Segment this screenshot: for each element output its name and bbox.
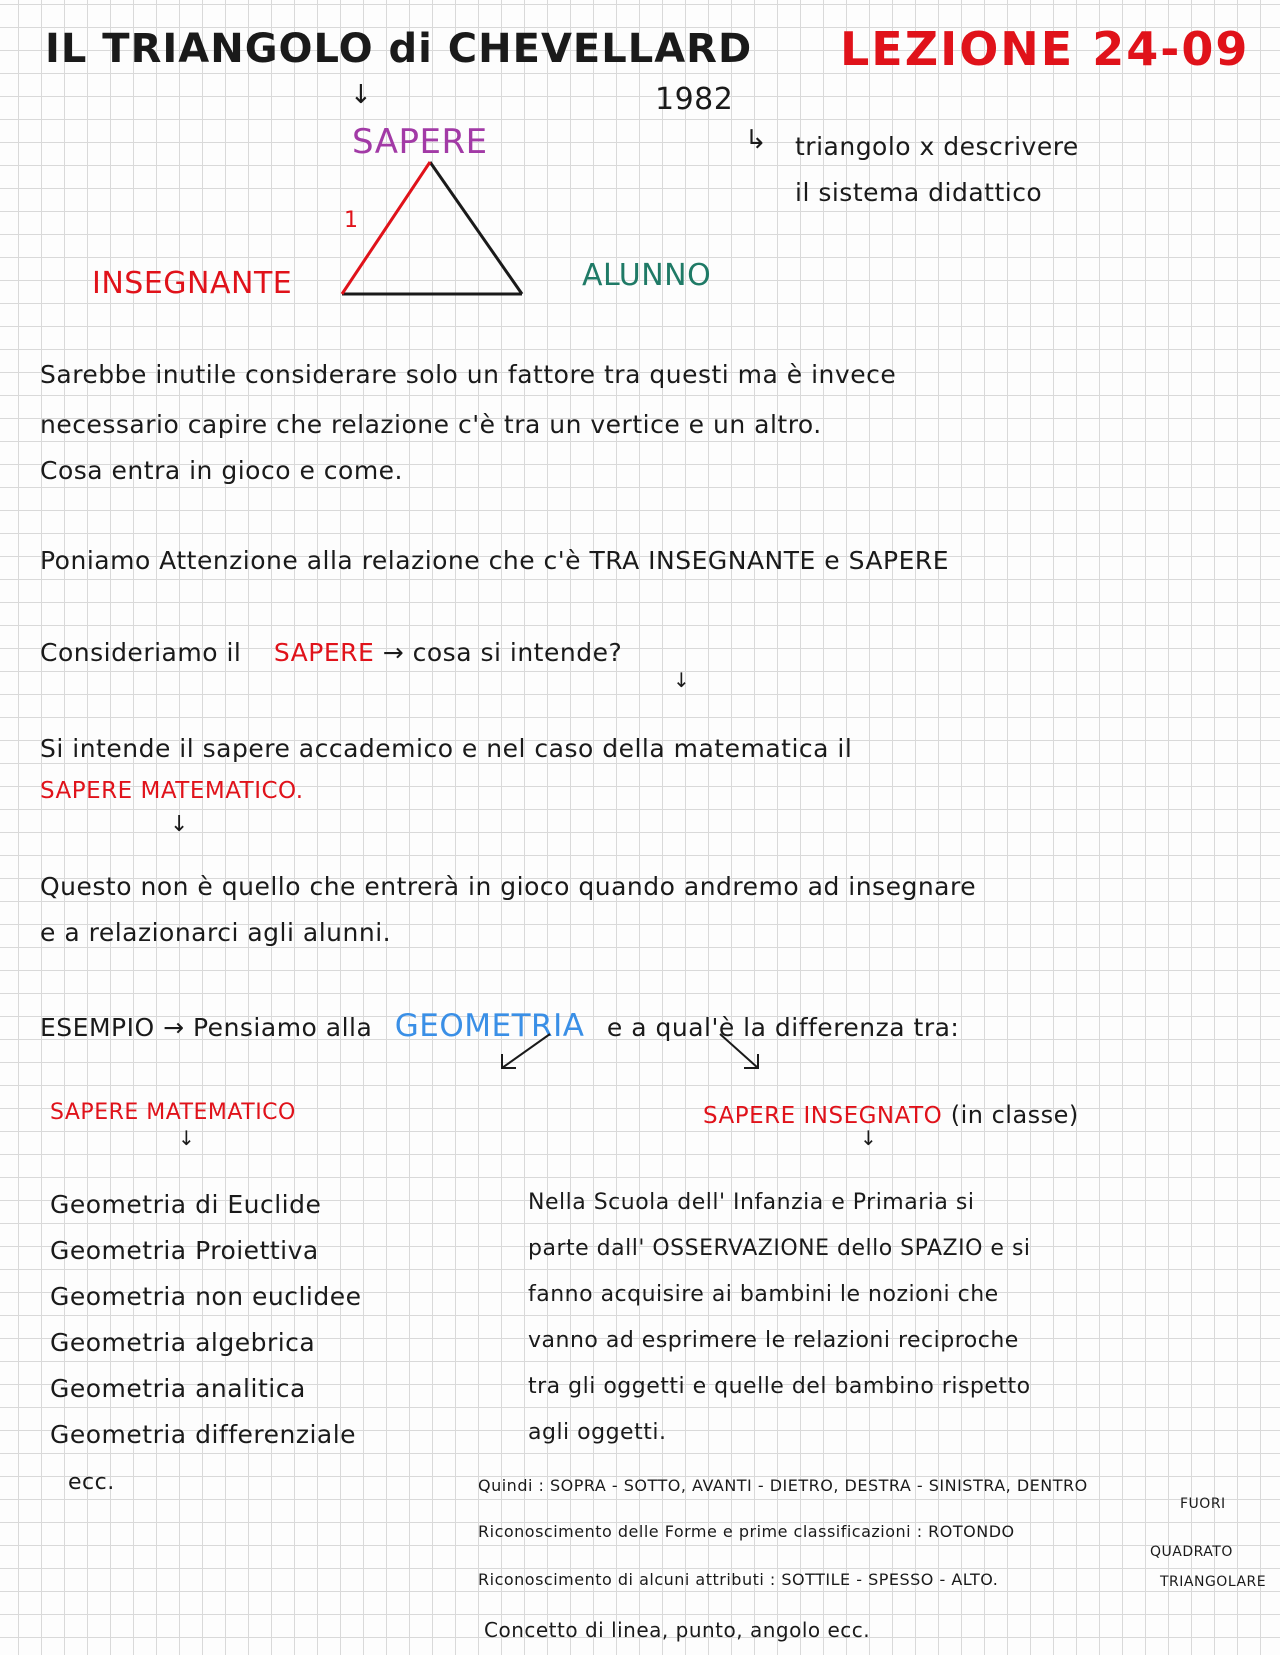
bottom-quadrato: QUADRATO	[1150, 1544, 1233, 1560]
bottom-forme: Riconoscimento delle Forme e prime classificazioni : ROTONDO	[478, 1522, 1015, 1541]
left-item: Geometria differenziale	[50, 1420, 357, 1449]
bottom-concetto: Concetto di linea, punto, angolo ecc.	[484, 1618, 871, 1642]
edge-mark: 1	[344, 208, 359, 233]
vertex-sapere: SAPERE	[352, 122, 488, 162]
right-column-heading: SAPERE INSEGNATO	[703, 1103, 943, 1129]
paragraph-5-line-2: e a relazionarci agli alunni.	[40, 918, 392, 947]
paragraph-3	[40, 638, 622, 667]
edge-sapere-alunno	[430, 162, 522, 294]
year-note-line1: triangolo x descrivere	[795, 132, 1079, 161]
paragraph-2: Poniamo Attenzione alla relazione che c'è TRA INSEGNANTE e SAPERE	[40, 546, 950, 575]
right-line: fanno acquisire ai bambini le nozioni che	[528, 1282, 999, 1307]
example-prefix: ESEMPIO → Pensiamo alla	[40, 1013, 373, 1042]
curved-arrow-icon: ↳	[745, 125, 767, 155]
down-arrow-icon: ↓	[673, 668, 690, 692]
left-column-heading: SAPERE MATEMATICO	[50, 1100, 296, 1125]
paragraph-3-after: → cosa si intende?	[382, 638, 623, 667]
down-arrow-icon: ↓	[350, 80, 372, 110]
left-item: Geometria analitica	[50, 1374, 306, 1403]
paragraph-1-line-1: Sarebbe inutile considerare solo un fattore tra questi ma è invece	[40, 360, 897, 389]
bottom-quindi: Quindi : SOPRA - SOTTO, AVANTI - DIETRO, DESTRA - SINISTRA, DENTRO	[478, 1476, 1088, 1495]
right-line: vanno ad esprimere le relazioni reciproche	[528, 1328, 1019, 1353]
right-column-heading-note: (in classe)	[950, 1101, 1079, 1129]
example-suffix: e a qual'è la differenza tra:	[606, 1013, 960, 1042]
paragraph-4-line-2: SAPERE MATEMATICO.	[40, 778, 304, 804]
paragraph-5-line-1: Questo non è quello che entrerà in gioco quando andremo ad insegnare	[40, 872, 977, 901]
paragraph-1-line-3: Cosa entra in gioco e come.	[40, 456, 403, 485]
down-arrow-icon: ↓	[860, 1126, 877, 1150]
vertex-insegnante: INSEGNANTE	[92, 266, 293, 301]
bottom-triangolare: TRIANGOLARE	[1160, 1574, 1267, 1590]
left-item: Geometria Proiettiva	[50, 1236, 319, 1265]
paragraph-1-line-2: necessario capire che relazione c'è tra un vertice e un altro.	[40, 410, 822, 439]
bottom-attributi: Riconoscimento di alcuni attributi : SOTTILE - SPESSO - ALTO.	[478, 1570, 999, 1589]
down-arrow-icon: ↓	[178, 1126, 195, 1150]
left-item: Geometria di Euclide	[50, 1190, 322, 1219]
right-line: tra gli oggetti e quelle del bambino rispetto	[528, 1374, 1031, 1399]
paragraph-3-before: Consideriamo il	[40, 638, 242, 667]
lesson-label: LEZIONE 24-09	[840, 22, 1250, 76]
page-title: IL TRIANGOLO di CHEVELLARD	[45, 26, 753, 72]
right-line: parte dall' OSSERVAZIONE dello SPAZIO e si	[528, 1236, 1031, 1261]
paragraph-3-highlight: SAPERE	[273, 638, 375, 667]
branch-arrows-icon	[490, 1020, 790, 1080]
right-line: agli oggetti.	[528, 1420, 667, 1445]
paragraph-4-line-1: Si intende il sapere accademico e nel caso della matematica il	[40, 734, 853, 763]
vertex-alunno: ALUNNO	[582, 258, 712, 293]
bottom-fuori: FUORI	[1180, 1496, 1226, 1512]
example-keyword: GEOMETRIA	[394, 1008, 585, 1044]
right-column-heading-row	[703, 1100, 1079, 1129]
year-note-line2: il sistema didattico	[795, 178, 1043, 207]
right-line: Nella Scuola dell' Infanzia e Primaria si	[528, 1190, 975, 1215]
left-item: Geometria algebrica	[50, 1328, 316, 1357]
left-item: ecc.	[68, 1470, 115, 1495]
left-item: Geometria non euclidee	[50, 1282, 362, 1311]
down-arrow-icon: ↓	[170, 812, 189, 837]
chevallard-triangle	[330, 150, 530, 300]
year: 1982	[655, 82, 734, 117]
